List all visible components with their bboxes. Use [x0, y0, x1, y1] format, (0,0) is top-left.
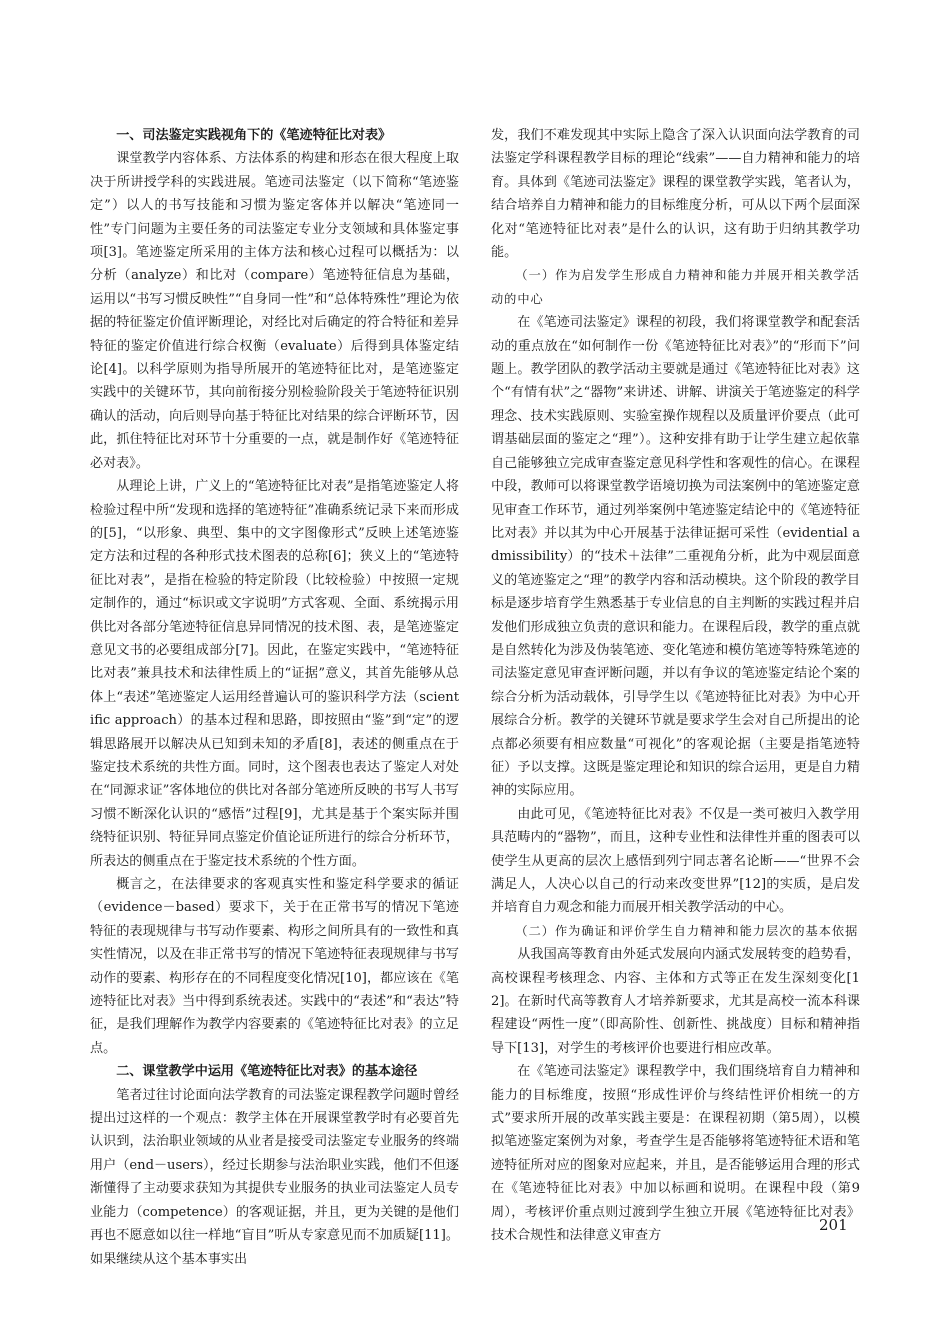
paragraph: 在《笔迹司法鉴定》课程教学中，我们围绕培育自力精神和能力的目标维度，按照“形成性评价与终结性评价相统一的方式”要求所开展的改革实践主要是：在课程初期（第5周），以模拟笔迹鉴定案例为对象，考查学生是否能够将笔迹特征术语和笔迹特征所对应的图象对应起来，并且，是否能够运用合理的形式在《笔迹特征比对表》中加以标画和说明。在课程中段（第9周），考核评价重点则过渡到学生独立开展《笔迹特征比对表》技术合规性和法律意义审查方: [491, 1064, 860, 1244]
right-column: [491, 124, 860, 1248]
paragraph: 在《笔迹司法鉴定》课程的初段，我们将课堂教学和配套活动的重点放在“如何制作一份《笔迹特征比对表》”的“形而下”问题上。教学团队的教学活动主要就是通过《笔迹特征比对表》这个“有情有状”之“器物”来讲述、讲解、讲演关于笔迹鉴定的科学理念、技术实践原则、实验室操作规程以及质量评价要点（此可谓基础层面的鉴定之“理”）。这种安排有助于让学生建立起依靠自己能够独立完成审查鉴定意见科学性和客观性的信心。在课程中段，教师可以将课堂教学语境切换为司法案例中的笔迹鉴定意见审查工作环节，通过列举案例中笔迹鉴定结论中的《笔迹特征比对表》并以其为中心开展基于法律证据可采性（evidential admissibility）的“技术＋法律”二重视角分析，此为中观层面意义的笔迹鉴定之“理”的教学内容和活动模块。这个阶段的教学目标是逐步培育学生熟悉基于专业信息的自主判断的实践过程并启发他们形成独立负责的意识和能力。在课程后段，教学的重点就是自然转化为涉及伪装笔迹、变化笔迹和模仿笔迹等特殊笔迹的司法鉴定意见审查评断问题，并以有争议的笔迹鉴定结论个案的综合分析为活动载体，引导学生以《笔迹特征比对表》为中心开展综合分析。教学的关键环节就是要求学生会对自己所提出的论点都必须要有相应数量“可视化”的客观论据（主要是指笔迹特征）予以支撑。这既是鉴定理论和知识的综合运用，更是自力精神的实际应用。: [491, 315, 860, 799]
paragraph: 从理论上讲，广义上的“笔迹特征比对表”是指笔迹鉴定人将检验过程中所“发现和选择的笔迹特征”准确系统记录下来而形成的[5]，“以形象、典型、集中的文字图像形式”反映上述笔迹鉴定方法和过程的各种形式技术图表的总称[6]；狭义上的“笔迹特征比对表”，是指在检验的特定阶段（比较检验）中按照一定规定制作的，通过“标识或文字说明”方式客观、全面、系统揭示用供比对各部分笔迹特征信息异同情况的技术图、表，是笔迹鉴定意见文书的必要组成部分[7]。因此，在鉴定实践中，“笔迹特征比对表”兼具技术和法律性质上的“证据”意义，其首先能够从总体上“表述”笔迹鉴定人运用经普遍认可的鉴识科学方法（scientific approach）的基本过程和思路，即按照由“鉴”到“定”的逻辑思路展开以解决从已知到未知的矛盾[8]，表述的侧重点在于鉴定技术系统的共性方面。同时，这个图表也表达了鉴定人对处在“同源求证”客体地位的供比对各部分笔迹所反映的书写人书写习惯不断深化认识的“感悟”过程[9]，尤其是基于个案实际并围绕特征识别、特征异同点鉴定价值论证所进行的综合分析环节，所表达的侧重点在于鉴定技术系统的个性方面。: [90, 479, 459, 869]
subsection-heading-2: （二）作为确证和评价学生自力精神和能力层次的基本依据: [515, 923, 859, 938]
paragraph-continued: 发，我们不难发现其中实际上隐含了深入认识面向法学教育的司法鉴定学科课程教学目标的理论“线索”——自力精神和能力的培育。具体到《笔迹司法鉴定》课程的课堂教学实践，笔者认为，结合培养自力精神和能力的目标维度分析，可从以下两个层面深化对“笔迹特征比对表”是什么的认识，这有助于归纳其教学功能。: [491, 128, 860, 261]
section-heading-2: 二、课堂教学中运用《笔迹特征比对表》的基本途径: [116, 1064, 418, 1080]
paragraph: 从我国高等教育由外延式发展向内涵式发展转变的趋势看，高校课程考核理念、内容、主体和方式等正在发生深刻变化[12]。在新时代高等教育人才培养新要求，尤其是高校一流本科课程建设“两性一度”（即高阶性、创新性、挑战度）目标和精神指导下[13]，对学生的考核评价也要进行相应改革。: [491, 947, 860, 1056]
paragraph: 由此可见，《笔迹特征比对表》不仅是一类可被归入教学用具范畴内的“器物”，而且，这种专业性和法律性并重的图表可以使学生从更高的层次上感悟到列宁同志著名论断——“世界不会满足人，人决心以自己的行动来改变世界”[12]的实质，是启发并培育自力观念和能力而展开相关教学活动的中心。: [491, 806, 860, 916]
left-column: [90, 124, 459, 1271]
paragraph: 概言之，在法律要求的客观真实性和鉴定科学要求的循证（evidence－based）要求下，关于在正常书写的情况下笔迹特征的表现规律与书写动作要素、构形之间所具有的一致性和真实性情况，以及在非正常书写的情况下笔迹特征表现规律与书写动作的要素、构形存在的不同程度变化情况[10]，都应该在《笔迹特征比对表》当中得到系统表述。实践中的“表述”和“表达”特征，是我们理解作为教学内容要素的《笔迹特征比对表》的立足点。: [90, 877, 459, 1056]
subsection-heading-1: （一）作为启发学生形成自力精神和能力并展开相关教学活动的中心: [491, 268, 860, 306]
page-number: 201: [819, 1216, 848, 1234]
paragraph: 笔者过往讨论面向法学教育的司法鉴定课程教学问题时曾经提出过这样的一个观点：教学主体在开展课堂教学时有必要首先认识到，法治职业领域的从业者是接受司法鉴定专业服务的终端用户（end－users），经过长期参与法治职业实践，他们不但逐渐懂得了主动要求获知为其提供专业服务的执业司法鉴定人员专业能力（competence）的客观证据，并且，更为关键的是他们再也不愿意如以往一样地“盲目”听从专家意见而不加质疑[11]。如果继续从这个基本事实出: [90, 1087, 459, 1267]
paragraph: 课堂教学内容体系、方法体系的构建和形态在很大程度上取决于所讲授学科的实践进展。笔迹司法鉴定（以下简称“笔迹鉴定”）以人的书写技能和习惯为鉴定客体并以解决“笔迹同一性”专门问题为主要任务的司法鉴定专业分支领域和具体鉴定事项[3]。笔迹鉴定所采用的主体方法和核心过程可以概括为：以分析（analyze）和比对（compare）笔迹特征信息为基础，运用以“书写习惯反映性”“自身同一性”和“总体特殊性”理论为依据的特征鉴定价值评断理论，对经比对后确定的符合特征和差异特征的鉴定价值进行综合权衡（evaluate）后得到具体鉴定结论[4]。以科学原则为指导所展开的笔迹特征比对，是笔迹鉴定实践中的关键环节，其向前衔接分别检验阶段关于笔迹特征识别确认的活动，向后则导向基于特征比对结果的综合评断环节，因此，抓住特征比对环节十分重要的一点，就是制作好《笔迹特征必对表》。: [90, 151, 459, 471]
section-heading-1: 一、司法鉴定实践视角下的《笔迹特征比对表》: [116, 128, 392, 143]
